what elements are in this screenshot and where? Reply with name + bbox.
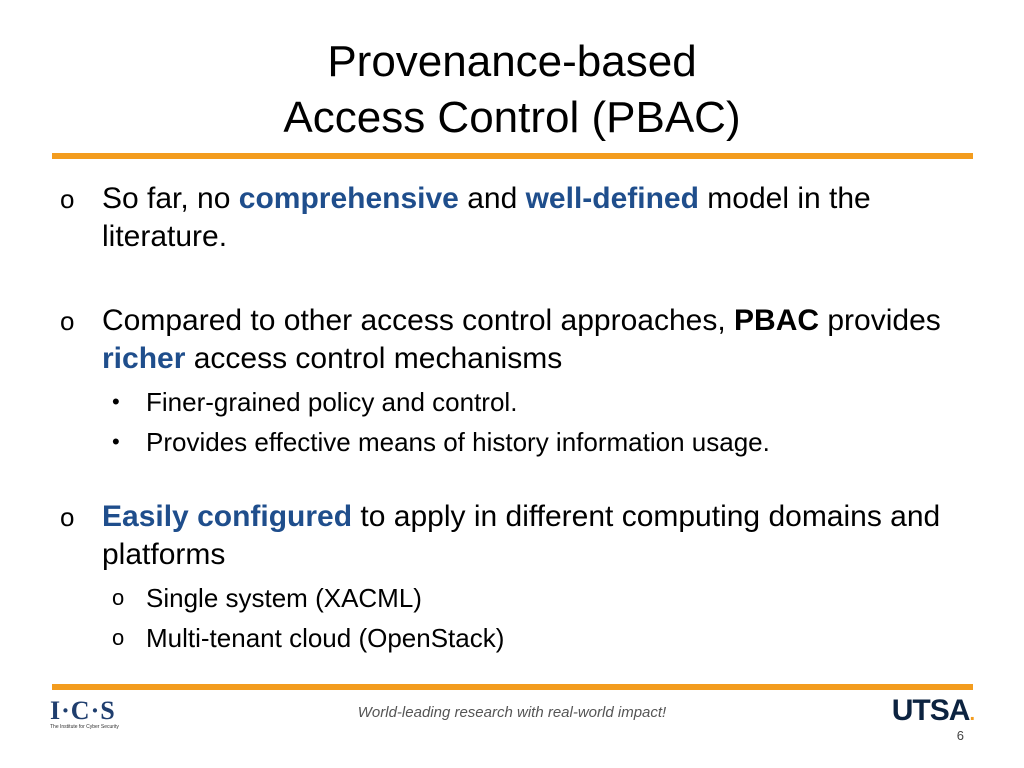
utsa-logo-text: UTSA bbox=[891, 694, 970, 727]
slide-body bbox=[60, 180, 960, 658]
sub-bullet-xacml bbox=[60, 578, 960, 618]
sub-bullet-marker: • bbox=[112, 429, 120, 454]
bullet-2 bbox=[60, 302, 960, 378]
sub-bullet-marker: o bbox=[112, 585, 125, 610]
sub-bullet-openstack bbox=[60, 618, 960, 658]
title-line-2: Access Control (PBAC) bbox=[283, 93, 741, 142]
page-number: 6 bbox=[956, 728, 964, 743]
sub-bullet-history bbox=[60, 422, 960, 462]
bullet-text: and bbox=[458, 182, 526, 215]
highlight-comprehensive: comprehensive bbox=[238, 182, 459, 215]
bullet-text: access control mechanisms bbox=[185, 342, 563, 375]
highlight-well-defined: well-defined bbox=[525, 182, 699, 215]
utsa-logo bbox=[892, 694, 974, 728]
bullet-1 bbox=[60, 180, 960, 256]
bullet-text: Compared to other access control approaches, bbox=[102, 304, 735, 337]
sub-bullet-text: Multi-tenant cloud (OpenStack) bbox=[146, 623, 505, 653]
title-line-1: Provenance-based bbox=[327, 37, 697, 86]
ics-logo-subtitle: The Institute for Cyber Security bbox=[50, 724, 119, 730]
bullet-text: to apply in different computing domains and platforms bbox=[102, 500, 941, 571]
bullet-text: provides bbox=[819, 304, 941, 337]
sub-bullet-text: Finer-grained policy and control. bbox=[146, 387, 518, 417]
title-divider bbox=[52, 153, 973, 159]
sub-bullet-marker: o bbox=[112, 625, 125, 650]
keyword-pbac: PBAC bbox=[734, 304, 820, 337]
utsa-logo-dot: . bbox=[969, 703, 974, 725]
highlight-richer: richer bbox=[102, 342, 186, 375]
bullet-marker: o bbox=[60, 502, 75, 532]
bullet-text: So far, no bbox=[102, 182, 239, 215]
highlight-easily-configured: Easily configured bbox=[102, 500, 353, 533]
footer-tagline: World-leading research with real-world impact! bbox=[357, 704, 667, 721]
ics-logo-text: I·C·S bbox=[50, 696, 116, 725]
bullet-3 bbox=[60, 498, 960, 574]
sub-bullet-finer-grained bbox=[60, 382, 960, 422]
sub-bullet-marker: • bbox=[112, 389, 120, 414]
footer-divider bbox=[52, 684, 973, 690]
bullet-marker: o bbox=[60, 184, 75, 214]
bullet-marker: o bbox=[60, 306, 75, 336]
bullet-text: model in the literature. bbox=[102, 182, 871, 253]
slide-title bbox=[0, 34, 1024, 146]
sub-bullet-text: Provides effective means of history information usage. bbox=[146, 427, 770, 457]
sub-bullet-text: Single system (XACML) bbox=[146, 583, 422, 613]
